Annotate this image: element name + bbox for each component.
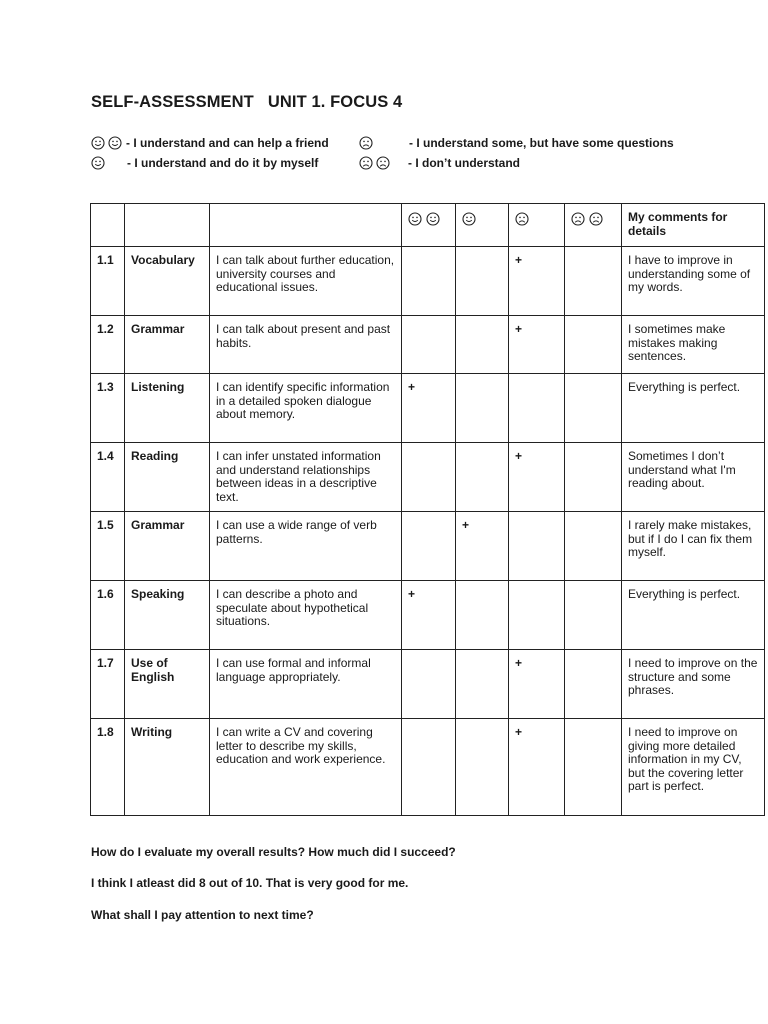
header-comments: My comments for details: [622, 204, 765, 247]
row-skill: Vocabulary: [125, 247, 210, 316]
row-number: 1.6: [91, 581, 125, 650]
legend-text: - I understand some, but have some questions: [409, 136, 674, 150]
row-mark-cell: [565, 316, 622, 374]
smile-face-icon: [108, 136, 122, 150]
row-number: 1.3: [91, 374, 125, 443]
legend-item-frown: [359, 136, 674, 150]
row-mark: +: [408, 587, 416, 601]
row-description: I can infer unstated information and understand relationships between ideas in a descriptive text.: [210, 443, 402, 512]
row-mark-cell: [402, 581, 456, 650]
row-mark-cell: [402, 650, 456, 719]
row-mark-cell: [509, 247, 565, 316]
row-mark: +: [515, 656, 523, 670]
legend-text: - I understand and do it by myself: [127, 156, 319, 170]
row-mark-cell: [565, 443, 622, 512]
legend-text: - I understand and can help a friend: [126, 136, 329, 150]
row-comment: I need to improve on the structure and some phrases.: [622, 650, 765, 719]
row-mark-cell: [456, 247, 509, 316]
row-comment: Everything is perfect.: [622, 581, 765, 650]
smile-face-icon: [408, 212, 422, 226]
table-row: [91, 316, 765, 374]
header-desc: [210, 204, 402, 247]
row-mark-cell: [456, 443, 509, 512]
row-mark-cell: [456, 581, 509, 650]
question-next-time: What shall I pay attention to next time?: [91, 908, 314, 922]
row-number: 1.8: [91, 719, 125, 816]
legend-text: - I don’t understand: [408, 156, 520, 170]
row-mark-cell: [456, 374, 509, 443]
row-mark-cell: [456, 719, 509, 816]
legend-faces: [91, 156, 105, 170]
row-mark-cell: [456, 316, 509, 374]
row-skill: Grammar: [125, 316, 210, 374]
table-row: [91, 512, 765, 581]
row-number: 1.5: [91, 512, 125, 581]
table-body: [91, 247, 765, 816]
row-mark-cell: [402, 247, 456, 316]
header-both-frown: [565, 204, 622, 247]
row-mark-cell: [509, 581, 565, 650]
row-skill: Writing: [125, 719, 210, 816]
smile-face-icon: [426, 212, 440, 226]
header-frown: [509, 204, 565, 247]
table-row: [91, 374, 765, 443]
row-mark-cell: [509, 316, 565, 374]
table-row: [91, 650, 765, 719]
legend-faces: [359, 136, 373, 150]
table-header-row: [91, 204, 765, 247]
smile-face-icon: [91, 136, 105, 150]
question-overall: How do I evaluate my overall results? How much did I succeed?: [91, 845, 456, 859]
row-mark: +: [462, 518, 470, 532]
table-row: [91, 443, 765, 512]
legend-item-both-smile: [91, 136, 329, 150]
row-number: 1.2: [91, 316, 125, 374]
row-mark: +: [515, 322, 523, 336]
row-comment: I need to improve on giving more detailed information in my CV, but the covering letter part is perfect.: [622, 719, 765, 816]
row-mark: +: [408, 380, 416, 394]
row-mark-cell: [509, 512, 565, 581]
row-description: I can use a wide range of verb patterns.: [210, 512, 402, 581]
row-description: I can write a CV and covering letter to describe my skills, education and work experience.: [210, 719, 402, 816]
row-mark-cell: [565, 512, 622, 581]
row-mark-cell: [402, 512, 456, 581]
row-number: 1.4: [91, 443, 125, 512]
frown-face-icon: [571, 212, 585, 226]
row-mark-cell: [565, 719, 622, 816]
header-skill: [125, 204, 210, 247]
row-skill: Speaking: [125, 581, 210, 650]
header-both-smile: [402, 204, 456, 247]
row-mark-cell: [565, 374, 622, 443]
row-comment: Sometimes I don’t understand what I'm reading about.: [622, 443, 765, 512]
legend-item-both-frown: [359, 156, 520, 170]
row-description: I can talk about further education, university courses and educational issues.: [210, 247, 402, 316]
frown-face-icon: [589, 212, 603, 226]
row-comment: I sometimes make mistakes making sentences.: [622, 316, 765, 374]
row-mark-cell: [456, 512, 509, 581]
row-description: I can use formal and informal language appropriately.: [210, 650, 402, 719]
row-mark-cell: [565, 650, 622, 719]
row-description: I can describe a photo and speculate about hypothetical situations.: [210, 581, 402, 650]
row-mark: +: [515, 449, 523, 463]
row-description: I can identify specific information in a detailed spoken dialogue about memory.: [210, 374, 402, 443]
row-mark-cell: [402, 719, 456, 816]
row-comment: I have to improve in understanding some of my words.: [622, 247, 765, 316]
row-mark: +: [515, 725, 523, 739]
row-skill: Reading: [125, 443, 210, 512]
row-comment: I rarely make mistakes, but if I do I can fix them myself.: [622, 512, 765, 581]
row-mark-cell: [402, 374, 456, 443]
answer-overall: I think I atleast did 8 out of 10. That is very good for me.: [91, 876, 409, 890]
row-mark-cell: [509, 719, 565, 816]
row-skill: Use of English: [125, 650, 210, 719]
row-mark-cell: [565, 581, 622, 650]
frown-face-icon: [359, 156, 373, 170]
frown-face-icon: [515, 212, 529, 226]
row-description: I can talk about present and past habits.: [210, 316, 402, 374]
row-mark-cell: [402, 443, 456, 512]
row-skill: Grammar: [125, 512, 210, 581]
smile-face-icon: [91, 156, 105, 170]
row-mark-cell: [565, 247, 622, 316]
table-row: [91, 581, 765, 650]
frown-face-icon: [359, 136, 373, 150]
assessment-table: [90, 203, 765, 816]
row-number: 1.7: [91, 650, 125, 719]
header-num: [91, 204, 125, 247]
row-mark-cell: [509, 650, 565, 719]
legend-faces: [359, 156, 390, 170]
table-row: [91, 247, 765, 316]
legend-item-smile: [91, 156, 318, 170]
table-row: [91, 719, 765, 816]
row-number: 1.1: [91, 247, 125, 316]
page-title: SELF-ASSESSMENT UNIT 1. FOCUS 4: [91, 93, 403, 111]
row-mark-cell: [509, 443, 565, 512]
row-mark-cell: [402, 316, 456, 374]
smile-face-icon: [462, 212, 476, 226]
row-comment: Everything is perfect.: [622, 374, 765, 443]
frown-face-icon: [376, 156, 390, 170]
row-mark: +: [515, 253, 523, 267]
row-skill: Listening: [125, 374, 210, 443]
legend-faces: [91, 136, 122, 150]
row-mark-cell: [456, 650, 509, 719]
header-smile: [456, 204, 509, 247]
row-mark-cell: [509, 374, 565, 443]
